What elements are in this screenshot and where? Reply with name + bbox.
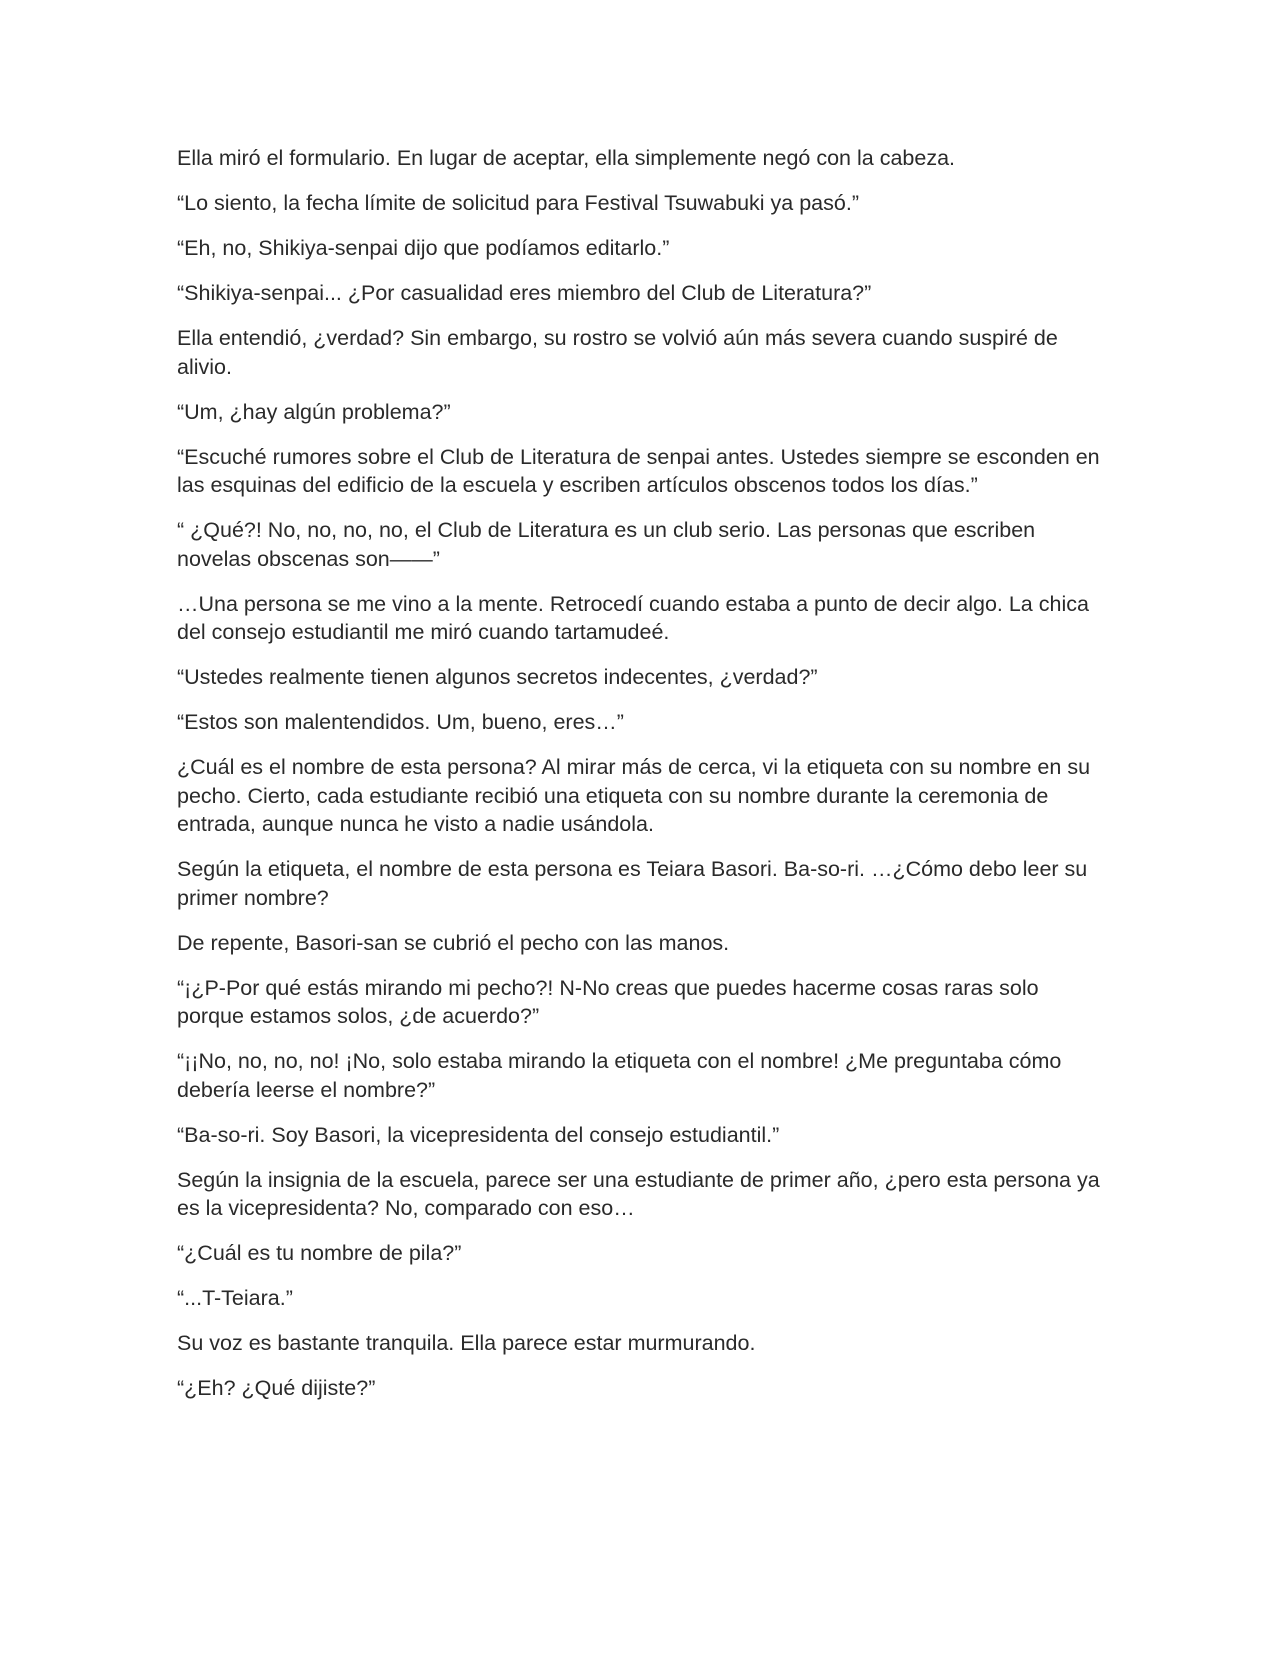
paragraph: Según la etiqueta, el nombre de esta persona es Teiara Basori. Ba-so-ri. …¿Cómo debo leer su primer nombre? xyxy=(177,857,1088,910)
paragraph: “¿Cuál es tu nombre de pila?” xyxy=(177,1241,462,1265)
paragraph: Ella miró el formulario. En lugar de aceptar, ella simplemente negó con la cabeza. xyxy=(177,146,955,170)
paragraph: “Escuché rumores sobre el Club de Literatura de senpai antes. Ustedes siempre se esconden en las esquinas del edificio de la escuela y escriben artículos obscenos todos los días.” xyxy=(177,444,1100,497)
paragraph: “Eh, no, Shikiya-senpai dijo que podíamos editarlo.” xyxy=(177,236,670,260)
paragraph: Ella entendió, ¿verdad? Sin embargo, su rostro se volvió aún más severa cuando suspiré de alivio. xyxy=(177,326,1058,379)
paragraph: “¿Eh? ¿Qué dijiste?” xyxy=(177,1376,376,1400)
paragraph: Según la insignia de la escuela, parece ser una estudiante de primer año, ¿pero esta persona ya es la vicepresidenta? No, comparado con eso… xyxy=(177,1167,1100,1220)
paragraph: ¿Cuál es el nombre de esta persona? Al mirar más de cerca, vi la etiqueta con su nombre en su pecho. Cierto, cada estudiante recibió una etiqueta con su nombre durante la ceremonia de entrada, aunque nunca he visto a nadie usándola. xyxy=(177,755,1091,836)
paragraph: “¡¿P-Por qué estás mirando mi pecho?! N-No creas que puedes hacerme cosas raras solo porque estamos solos, ¿de acuerdo?” xyxy=(177,975,1039,1028)
paragraph: De repente, Basori-san se cubrió el pecho con las manos. xyxy=(177,930,730,955)
paragraph: “Estos son malentendidos. Um, bueno, eres…” xyxy=(177,710,624,734)
paragraph: “Um, ¿hay algún problema?” xyxy=(177,399,451,424)
paragraph: “¡¡No, no, no, no! ¡No, solo estaba mirando la etiqueta con el nombre! ¿Me preguntaba cómo debería leerse el nombre?” xyxy=(177,1049,1062,1102)
paragraph: “...T-Teiara.” xyxy=(177,1286,293,1310)
paragraph: “Lo siento, la fecha límite de solicitud para Festival Tsuwabuki ya pasó.” xyxy=(177,191,859,215)
paragraph: “Ustedes realmente tienen algunos secretos indecentes, ¿verdad?” xyxy=(177,665,818,689)
paragraph: “ ¿Qué?! No, no, no, no, el Club de Literatura es un club serio. Las personas que escriben novelas obscenas son——” xyxy=(177,518,1036,571)
paragraph: “Shikiya-senpai... ¿Por casualidad eres miembro del Club de Literatura?” xyxy=(177,281,872,305)
paragraph: Su voz es bastante tranquila. Ella parece estar murmurando. xyxy=(177,1331,756,1355)
paragraph: “Ba-so-ri. Soy Basori, la vicepresidenta del consejo estudiantil.” xyxy=(177,1122,780,1147)
document-body xyxy=(177,144,1107,1419)
paragraph: …Una persona se me vino a la mente. Retrocedí cuando estaba a punto de decir algo. La chica del consejo estudiantil me miró cuando tartamudeé. xyxy=(177,591,1089,644)
